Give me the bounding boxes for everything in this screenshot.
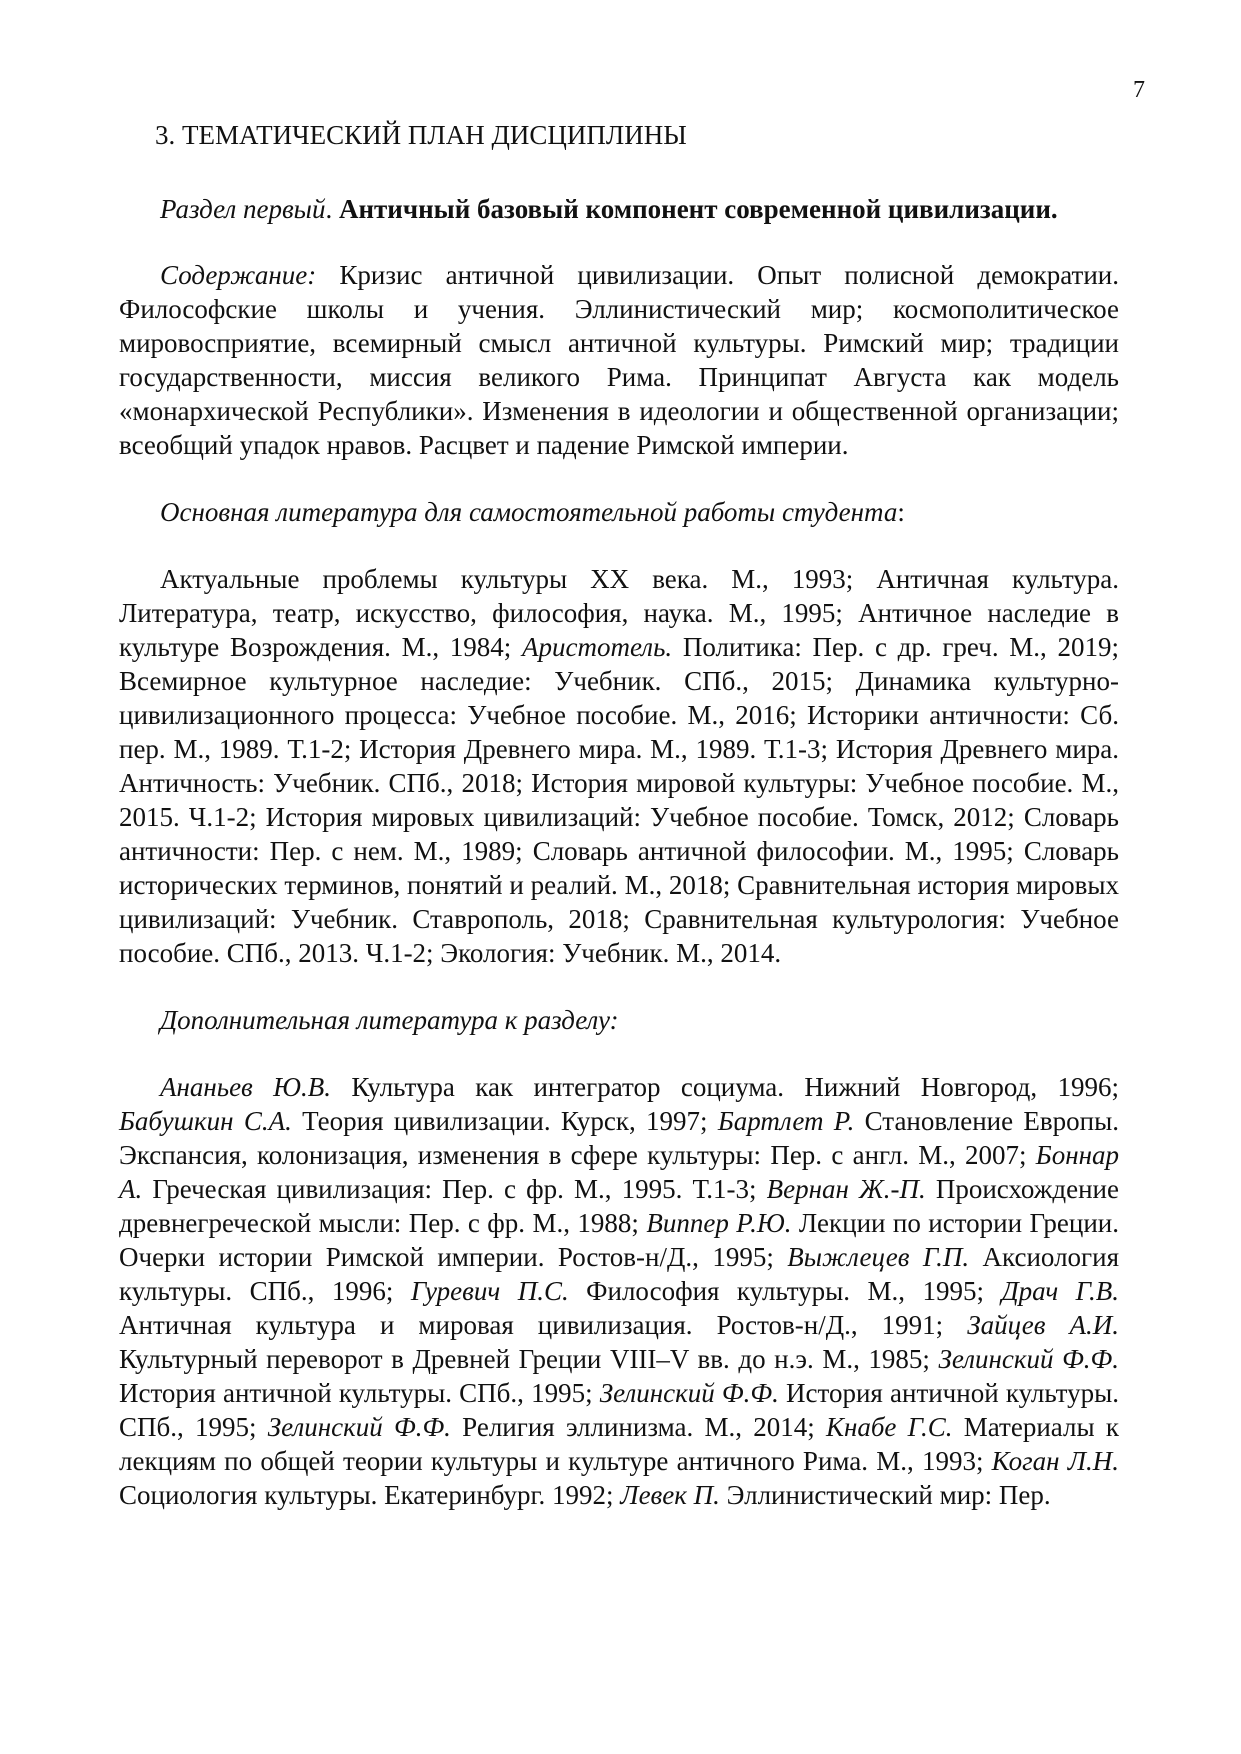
reference-author: Бартлет Р. (717, 1106, 855, 1136)
additional-literature-label: Дополнительная литература к разделу: (160, 1005, 619, 1035)
reference-text: Греческая цивилизация: Пер. с фр. М., 1995. Т.1-3; (142, 1174, 767, 1204)
reference-author: Кнабе Г.С. (826, 1412, 953, 1442)
reference-text: Лекции по истории Греции. Очерки истории Римской империи. Ростов-н/Д., 1995; (119, 1208, 1119, 1272)
page-number: 7 (1133, 77, 1145, 103)
reference-author: Бабушкин С.А. (119, 1106, 292, 1136)
reference-text: Культурный переворот в Древней Греции VIII–V вв. до н.э. М., 1985; (119, 1344, 939, 1374)
section-title-paragraph (119, 192, 1119, 226)
reference-text: Теория цивилизации. Курск, 1997; (291, 1106, 718, 1136)
reference-text: Социология культуры. Екатеринбург. 1992; (119, 1480, 621, 1510)
main-literature-label-suffix: : (897, 497, 905, 527)
reference-author: Боннар А. (119, 1140, 1119, 1204)
section-separator: . (325, 194, 339, 224)
reference-author: Вернан Ж.-П. (766, 1174, 926, 1204)
additional-literature-paragraph (119, 1070, 1119, 1512)
contents-text: Кризис античной цивилизации. Опыт полисной демократии. Философские школы и учения. Эллинистический мир; космополитическое мировосприятие, всемирный смысл античной культуры. Римский мир; традиции государственности, миссия великого Рима. Принципат Августа как модель «монархической Республики». Изменения в идеологии и общественной организации; всеобщий упадок нравов. Расцвет и падение Римской империи. (119, 260, 1119, 460)
reference-author: Зелинский Ф.Ф. (267, 1412, 451, 1442)
reference-text: История античной культуры. СПб., 1995; (119, 1378, 600, 1408)
main-literature-author: Аристотель. (522, 632, 673, 662)
reference-text: Культура как интегратор социума. Нижний Новгород, 1996; (331, 1072, 1119, 1102)
main-literature-heading (119, 495, 1119, 529)
reference-text: Становление Европы. Экспансия, колонизация, изменения в сфере культуры: Пер. с англ. М., 2007; (119, 1106, 1119, 1170)
reference-author: Ананьев Ю.В. (160, 1072, 332, 1102)
reference-author: Гуревич П.С. (410, 1276, 569, 1306)
reference-author: Драч Г.В. (1001, 1276, 1119, 1306)
reference-author: Зайцев А.И. (967, 1310, 1119, 1340)
contents-label: Содержание: (160, 260, 317, 290)
section-label: Раздел первый (160, 194, 326, 224)
reference-author: Зелинский Ф.Ф. (599, 1378, 779, 1408)
main-literature-label: Основная литература для самостоятельной работы студента (160, 497, 898, 527)
reference-author: Коган Л.Н. (991, 1446, 1119, 1476)
reference-author: Выжлецев Г.П. (787, 1242, 970, 1272)
reference-text: Философия культуры. М., 1995; (568, 1276, 1002, 1306)
reference-author: Виппер Р.Ю. (646, 1208, 792, 1238)
reference-text: Античная культура и мировая цивилизация. Ростов-н/Д., 1991; (119, 1310, 968, 1340)
main-literature-text-1: Актуальные проблемы культуры XX века. М., 1993; Античная культура. Литература, театр, искусство, философия, наука. М., 1995; Античное наследие в культуре Возрождения. М., 1984; (119, 564, 1119, 662)
reference-text: Происхождение древнегреческой мысли: Пер. с фр. М., 1988; (119, 1174, 1119, 1238)
section-title: Античный базовый компонент современной цивилизации. (338, 194, 1058, 224)
contents-paragraph (119, 258, 1119, 462)
reference-author: Левек П. (620, 1480, 720, 1510)
reference-text: Материалы к лекциям по общей теории культуры и культуре античного Рима. М., 1993; (119, 1412, 1120, 1476)
page-content (119, 118, 1119, 1512)
reference-text: История античной культуры. СПб., 1995; (119, 1378, 1119, 1442)
chapter-heading: 3. ТЕМАТИЧЕСКИЙ ПЛАН ДИСЦИПЛИНЫ (155, 120, 687, 150)
reference-text: Аксиология культуры. СПб., 1996; (119, 1242, 1119, 1306)
reference-text: Религия эллинизма. М., 2014; (450, 1412, 827, 1442)
main-literature-text-2: Политика: Пер. с др. греч. М., 2019; Всемирное культурное наследие: Учебник. СПб., 2015; Динамика культурно-цивилизационного процесса: Учебное пособие. М., 2016; Историки античности: Сб. пер. М., 1989. Т.1-2; История Древнего мира. М., 1989. Т.1-3; История Древнего мира. Античность: Учебник. СПб., 2018; История мировой культуры: Учебное пособие. М., 2015. Ч.1-2; История мировых цивилизаций: Учебное пособие. Томск, 2012; Словарь античности: Пер. с нем. М., 1989; Словарь античной философии. М., 1995; Словарь исторических терминов, понятий и реалий. М., 2018; Сравнительная история мировых цивилизаций: Учебник. Ставрополь, 2018; Сравнительная культурология: Учебное пособие. СПб., 2013. Ч.1-2; Экология: Учебник. М., 2014. (119, 632, 1119, 968)
reference-text: Эллинистический мир: Пер. (719, 1480, 1051, 1510)
reference-author: Зелинский Ф.Ф. (938, 1344, 1119, 1374)
additional-literature-heading (119, 1003, 1119, 1037)
main-literature-paragraph (119, 562, 1119, 970)
